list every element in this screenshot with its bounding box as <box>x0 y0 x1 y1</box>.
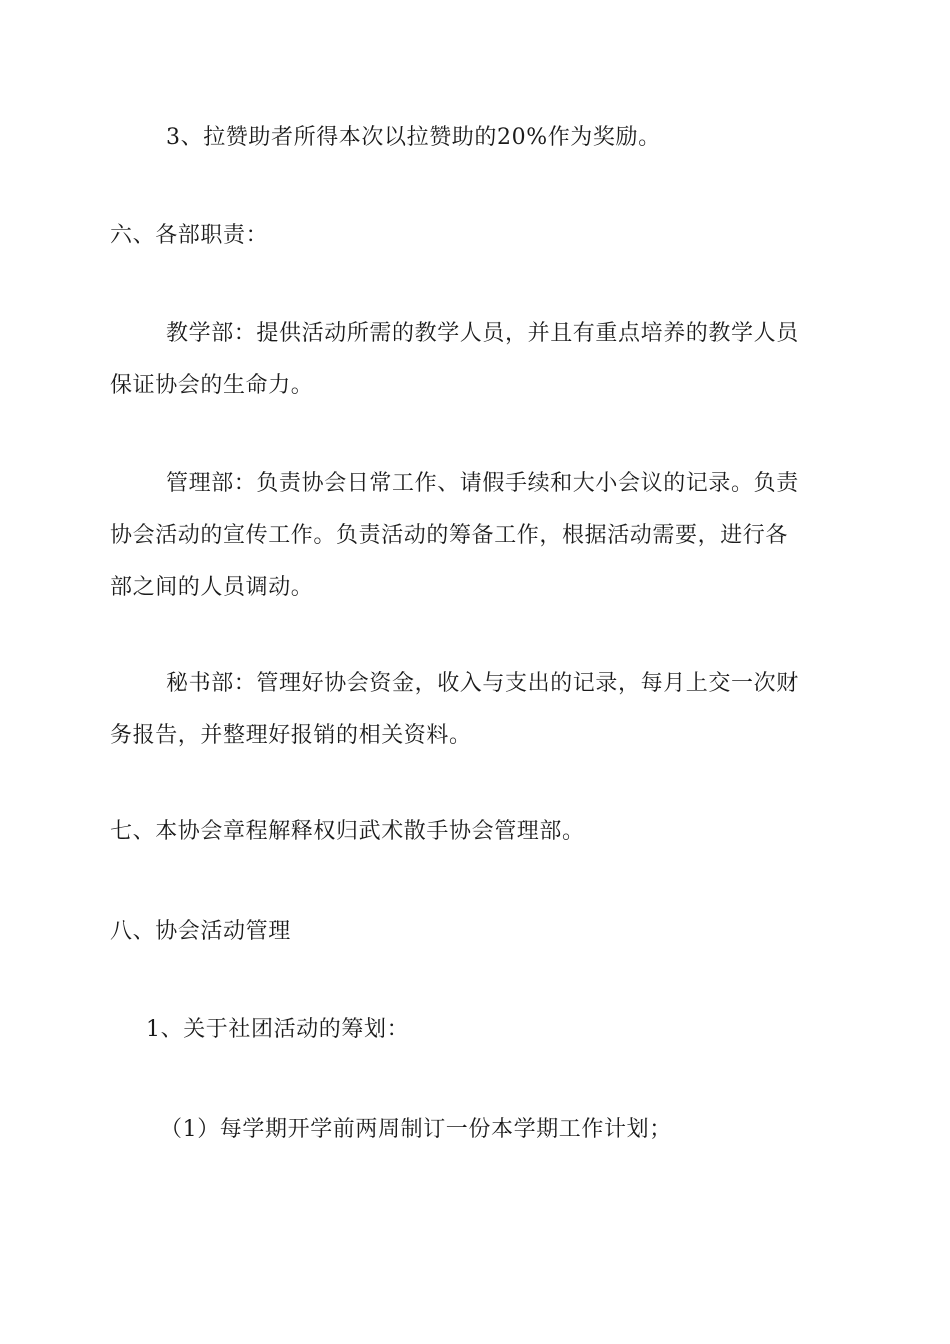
paragraph-management-dept: 管理部：负责协会日常工作、请假手续和大小会议的记录。负责协会活动的宣传工作。负责活动的筹备工作，根据活动需要，进行各部之间的人员调动。 <box>110 471 799 600</box>
heading-section-eight: 八、协会活动管理 <box>110 919 291 944</box>
paragraph-sponsorship-reward: 3、拉赞助者所得本次以拉赞助的20%作为奖励。 <box>166 125 661 150</box>
heading-section-six: 六、各部职责： <box>110 223 269 248</box>
heading-section-seven: 七、本协会章程解释权归武术散手协会管理部。 <box>110 819 585 844</box>
paragraph-secretary-dept: 秘书部：管理好协会资金，收入与支出的记录，每月上交一次财务报告，并整理好报销的相关资料。 <box>110 671 799 748</box>
list-item-semester-plan: （1）每学期开学前两周制订一份本学期工作计划； <box>160 1117 672 1142</box>
paragraph-teaching-dept: 教学部：提供活动所需的教学人员，并且有重点培养的教学人员保证协会的生命力。 <box>110 321 799 398</box>
subheading-activity-planning: 1、关于社团活动的筹划： <box>146 1017 410 1042</box>
